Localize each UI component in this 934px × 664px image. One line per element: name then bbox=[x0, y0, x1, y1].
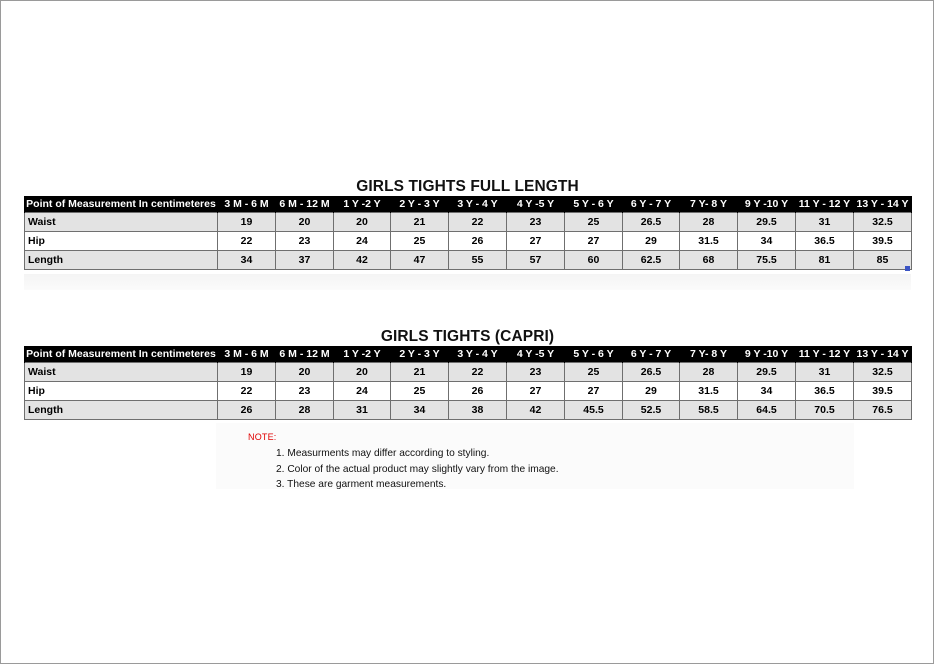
table-row bbox=[25, 251, 912, 270]
header-cell: 11 Y - 12 Y bbox=[796, 346, 854, 363]
header-cell: 2 Y - 3 Y bbox=[391, 346, 449, 363]
table-cell: 25 bbox=[391, 382, 449, 401]
table-cell: 45.5 bbox=[565, 401, 623, 420]
full-length-title: GIRLS TIGHTS FULL LENGTH bbox=[356, 178, 579, 195]
table-cell: 20 bbox=[276, 363, 334, 382]
header-cell: 2 Y - 3 Y bbox=[391, 196, 449, 213]
table-cell: 27 bbox=[565, 382, 623, 401]
table-cell: 20 bbox=[276, 213, 334, 232]
table-cell: 23 bbox=[276, 232, 334, 251]
header-cell: 3 Y - 4 Y bbox=[449, 196, 507, 213]
row-label: Waist bbox=[25, 213, 218, 232]
table-cell: 52.5 bbox=[623, 401, 680, 420]
table-cell: 58.5 bbox=[680, 401, 738, 420]
table-cell: 31 bbox=[796, 363, 854, 382]
table-cell: 19 bbox=[218, 213, 276, 232]
table-cell: 25 bbox=[391, 232, 449, 251]
table-cell: 23 bbox=[507, 363, 565, 382]
table-cell: 28 bbox=[276, 401, 334, 420]
table-cell: 81 bbox=[796, 251, 854, 270]
table-cell: 38 bbox=[449, 401, 507, 420]
table-cell: 32.5 bbox=[854, 213, 912, 232]
table-cell: 25 bbox=[565, 363, 623, 382]
header-cell: 13 Y - 14 Y bbox=[854, 196, 912, 213]
table-cell: 62.5 bbox=[623, 251, 680, 270]
row-label: Length bbox=[25, 251, 218, 270]
capri-title: GIRLS TIGHTS (CAPRI) bbox=[380, 328, 555, 345]
full-length-table bbox=[24, 196, 912, 270]
table-row bbox=[25, 363, 912, 382]
table-cell: 26 bbox=[218, 401, 276, 420]
header-cell: 3 M - 6 M bbox=[218, 346, 276, 363]
table-cell: 29.5 bbox=[738, 213, 796, 232]
table-header-row bbox=[25, 346, 912, 363]
table-cell: 27 bbox=[507, 382, 565, 401]
table-cell: 29.5 bbox=[738, 363, 796, 382]
table-cell: 39.5 bbox=[854, 382, 912, 401]
header-cell: 4 Y -5 Y bbox=[507, 196, 565, 213]
header-cell: 6 M - 12 M bbox=[276, 346, 334, 363]
table-cell: 34 bbox=[218, 251, 276, 270]
table-cell: 26 bbox=[449, 382, 507, 401]
note-item: 1. Measurments may differ according to styling. bbox=[276, 448, 490, 459]
header-cell: 7 Y- 8 Y bbox=[680, 346, 738, 363]
section-shadow-band bbox=[24, 274, 911, 290]
row-label: Waist bbox=[25, 363, 218, 382]
table-cell: 26.5 bbox=[623, 213, 680, 232]
table-cell: 22 bbox=[218, 232, 276, 251]
table-row bbox=[25, 213, 912, 232]
table-cell: 39.5 bbox=[854, 232, 912, 251]
table-cell: 37 bbox=[276, 251, 334, 270]
table-cell: 60 bbox=[565, 251, 623, 270]
header-cell: 7 Y- 8 Y bbox=[680, 196, 738, 213]
table-cell: 85 bbox=[854, 251, 912, 270]
header-cell: 6 Y - 7 Y bbox=[623, 346, 680, 363]
table-header-row bbox=[25, 196, 912, 213]
table-cell: 70.5 bbox=[796, 401, 854, 420]
row-label: Hip bbox=[25, 382, 218, 401]
table-cell: 22 bbox=[449, 213, 507, 232]
table-row bbox=[25, 401, 912, 420]
note-item: 2. Color of the actual product may slightly vary from the image. bbox=[276, 463, 559, 475]
header-cell: 1 Y -2 Y bbox=[334, 346, 391, 363]
header-cell: 13 Y - 14 Y bbox=[854, 346, 912, 363]
table-row bbox=[25, 232, 912, 251]
table-cell: 36.5 bbox=[796, 232, 854, 251]
table-cell: 27 bbox=[565, 232, 623, 251]
capri-section bbox=[24, 328, 911, 420]
notes-list bbox=[276, 446, 559, 493]
table-cell: 26.5 bbox=[623, 363, 680, 382]
header-cell: 6 M - 12 M bbox=[276, 196, 334, 213]
table-cell: 24 bbox=[334, 382, 391, 401]
table-cell: 42 bbox=[507, 401, 565, 420]
table-cell: 28 bbox=[680, 363, 738, 382]
table-cell: 57 bbox=[507, 251, 565, 270]
table-cell: 47 bbox=[391, 251, 449, 270]
table-cell: 31 bbox=[334, 401, 391, 420]
table-cell: 68 bbox=[680, 251, 738, 270]
table-cell: 23 bbox=[276, 382, 334, 401]
table-cell: 27 bbox=[507, 232, 565, 251]
header-cell: 5 Y - 6 Y bbox=[565, 196, 623, 213]
header-cell: 11 Y - 12 Y bbox=[796, 196, 854, 213]
table-cell: 75.5 bbox=[738, 251, 796, 270]
row-label: Hip bbox=[25, 232, 218, 251]
table-cell: 34 bbox=[738, 232, 796, 251]
table-cell: 26 bbox=[449, 232, 507, 251]
table-cell: 34 bbox=[738, 382, 796, 401]
header-cell: 3 Y - 4 Y bbox=[449, 346, 507, 363]
header-cell: 6 Y - 7 Y bbox=[623, 196, 680, 213]
table-cell: 31 bbox=[796, 213, 854, 232]
table-cell: 19 bbox=[218, 363, 276, 382]
table-cell: 28 bbox=[680, 213, 738, 232]
table-cell: 32.5 bbox=[854, 363, 912, 382]
table-cell: 22 bbox=[218, 382, 276, 401]
table-cell: 31.5 bbox=[680, 232, 738, 251]
table-row bbox=[25, 382, 912, 401]
table-cell: 42 bbox=[334, 251, 391, 270]
header-cell: 4 Y -5 Y bbox=[507, 346, 565, 363]
header-cell: 3 M - 6 M bbox=[218, 196, 276, 213]
table-cell: 22 bbox=[449, 363, 507, 382]
capri-table bbox=[24, 346, 912, 420]
table-cell: 20 bbox=[334, 213, 391, 232]
table-cell: 76.5 bbox=[854, 401, 912, 420]
table-cell: 31.5 bbox=[680, 382, 738, 401]
table-cell: 36.5 bbox=[796, 382, 854, 401]
cell-corner-marker bbox=[905, 266, 910, 271]
table-cell: 29 bbox=[623, 382, 680, 401]
header-cell: Point of Measurement In centimeteres bbox=[25, 346, 218, 363]
header-cell: Point of Measurement In centimeteres bbox=[25, 196, 218, 213]
table-cell: 21 bbox=[391, 363, 449, 382]
header-cell: 9 Y -10 Y bbox=[738, 196, 796, 213]
header-cell: 1 Y -2 Y bbox=[334, 196, 391, 213]
full-length-section bbox=[24, 178, 911, 270]
table-cell: 34 bbox=[391, 401, 449, 420]
table-cell: 64.5 bbox=[738, 401, 796, 420]
table-cell: 55 bbox=[449, 251, 507, 270]
table-cell: 25 bbox=[565, 213, 623, 232]
note-label: NOTE: bbox=[248, 432, 277, 442]
table-cell: 24 bbox=[334, 232, 391, 251]
note-item: 3. These are garment measurements. bbox=[276, 479, 447, 490]
table-cell: 29 bbox=[623, 232, 680, 251]
table-cell: 23 bbox=[507, 213, 565, 232]
table-cell: 21 bbox=[391, 213, 449, 232]
row-label: Length bbox=[25, 401, 218, 420]
header-cell: 9 Y -10 Y bbox=[738, 346, 796, 363]
header-cell: 5 Y - 6 Y bbox=[565, 346, 623, 363]
table-cell: 20 bbox=[334, 363, 391, 382]
